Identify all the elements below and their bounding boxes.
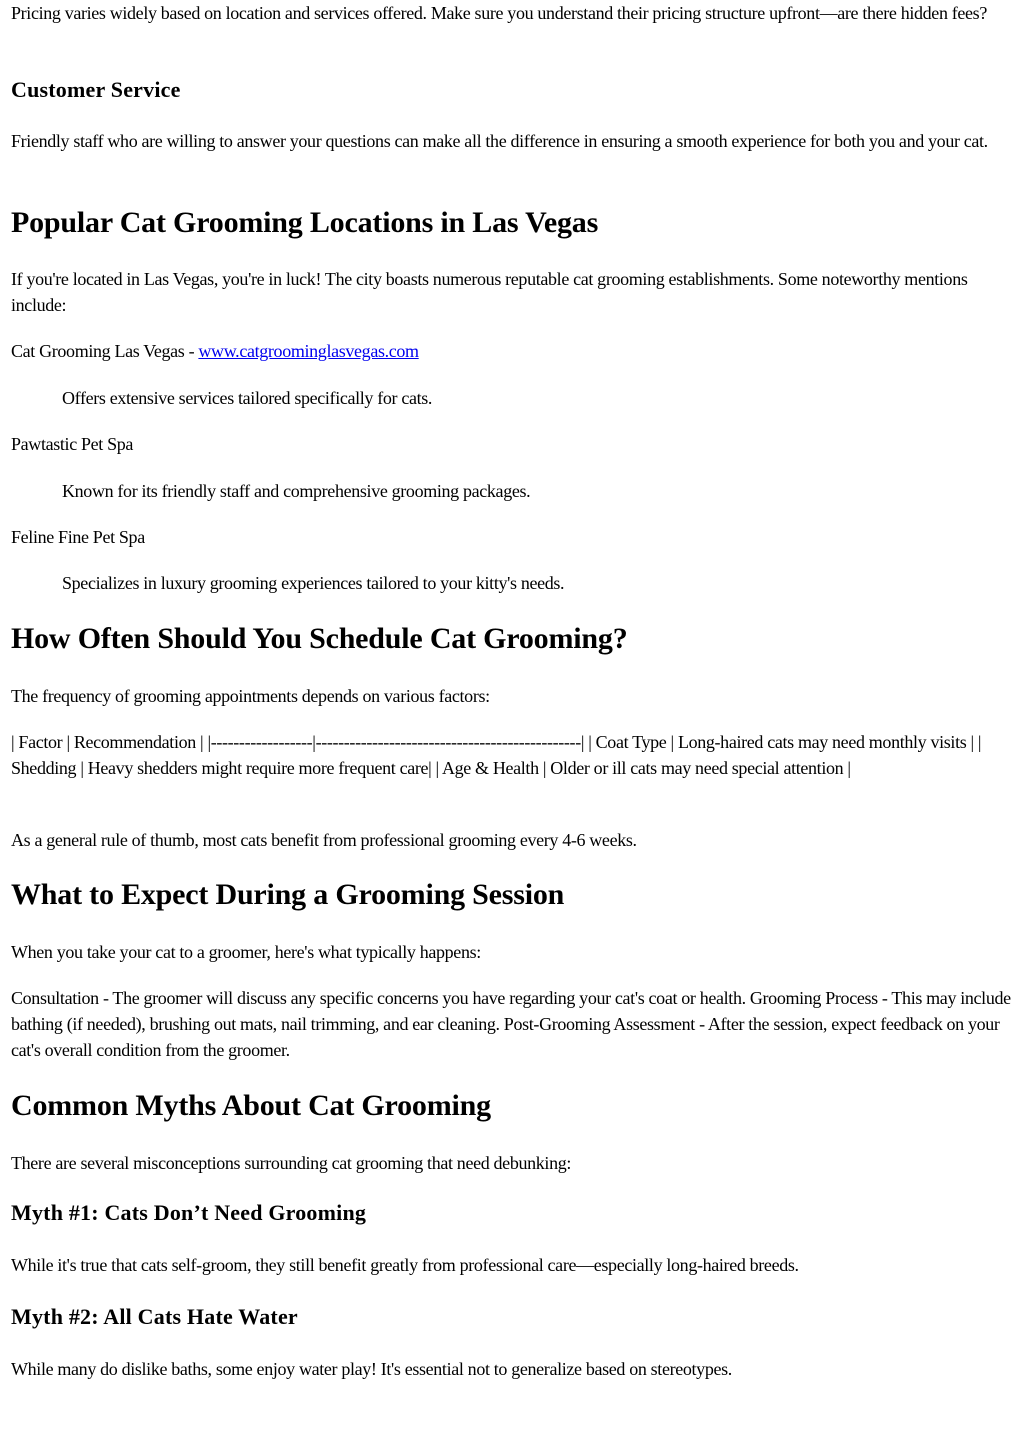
session-steps: Consultation - The groomer will discuss any specific concerns you have regarding your cat's coat or health. Grooming Process - This may include bathing (if needed), brushing out mats, nail trimming, and ear cleaning. Post-Grooming Assessment - After the session, expect feedback on your cat's overall condition from the groomer. [11,988,1011,1060]
location-item-1-description: Offers extensive services tailored specifically for cats. [62,388,433,408]
myth-1-heading: Myth #1: Cats Don’t Need Grooming [11,1200,367,1225]
session-intro: When you take your cat to a groomer, here's what typically happens: [11,942,481,962]
location-website-link[interactable]: www.catgroominglasvegas.com [198,341,419,361]
customer-service-paragraph: Friendly staff who are willing to answer your questions can make all the difference in ensuring a smooth experience for both you and your cat. [11,131,988,151]
location-item-3: Feline Fine Pet Spa [11,527,145,547]
location-name: Cat Grooming Las Vegas - [11,341,199,361]
myths-heading: Common Myths About Cat Grooming [11,1089,491,1122]
location-item-3-description: Specializes in luxury grooming experiences tailored to your kitty's needs. [62,573,565,593]
schedule-heading: How Often Should You Schedule Cat Grooming? [11,622,628,655]
location-item-2: Pawtastic Pet Spa [11,434,134,454]
schedule-table-text: | Factor | Recommendation | |------------------|-----------------------------------------------| | Coat Type | Long-haired cats may need monthly visits | | Shedding | Heavy shedders might require more frequent care| | Age & Health | Older or ill cats may need special attention | [11,732,982,778]
location-item-1 [11,338,1011,364]
myth-2-text: While many do dislike baths, some enjoy water play! It's essential not to generalize based on stereotypes. [11,1359,732,1379]
customer-service-heading: Customer Service [11,77,181,102]
myths-intro: There are several misconceptions surrounding cat grooming that need debunking: [11,1153,572,1173]
schedule-rule: As a general rule of thumb, most cats benefit from professional grooming every 4-6 weeks. [11,830,637,850]
pricing-paragraph: Pricing varies widely based on location and services offered. Make sure you understand their pricing structure upfront—are there hidden fees? [11,3,987,23]
locations-intro: If you're located in Las Vegas, you're in luck! The city boasts numerous reputable cat grooming establishments. Some noteworthy mentions include: [11,269,968,315]
myth-1-text: While it's true that cats self-groom, they still benefit greatly from professional care—especially long-haired breeds. [11,1255,799,1275]
myth-2-heading: Myth #2: All Cats Hate Water [11,1304,298,1329]
location-item-2-description: Known for its friendly staff and comprehensive grooming packages. [62,481,531,501]
session-heading: What to Expect During a Grooming Session [11,878,565,911]
schedule-intro: The frequency of grooming appointments depends on various factors: [11,686,490,706]
locations-heading: Popular Cat Grooming Locations in Las Vegas [11,206,599,239]
